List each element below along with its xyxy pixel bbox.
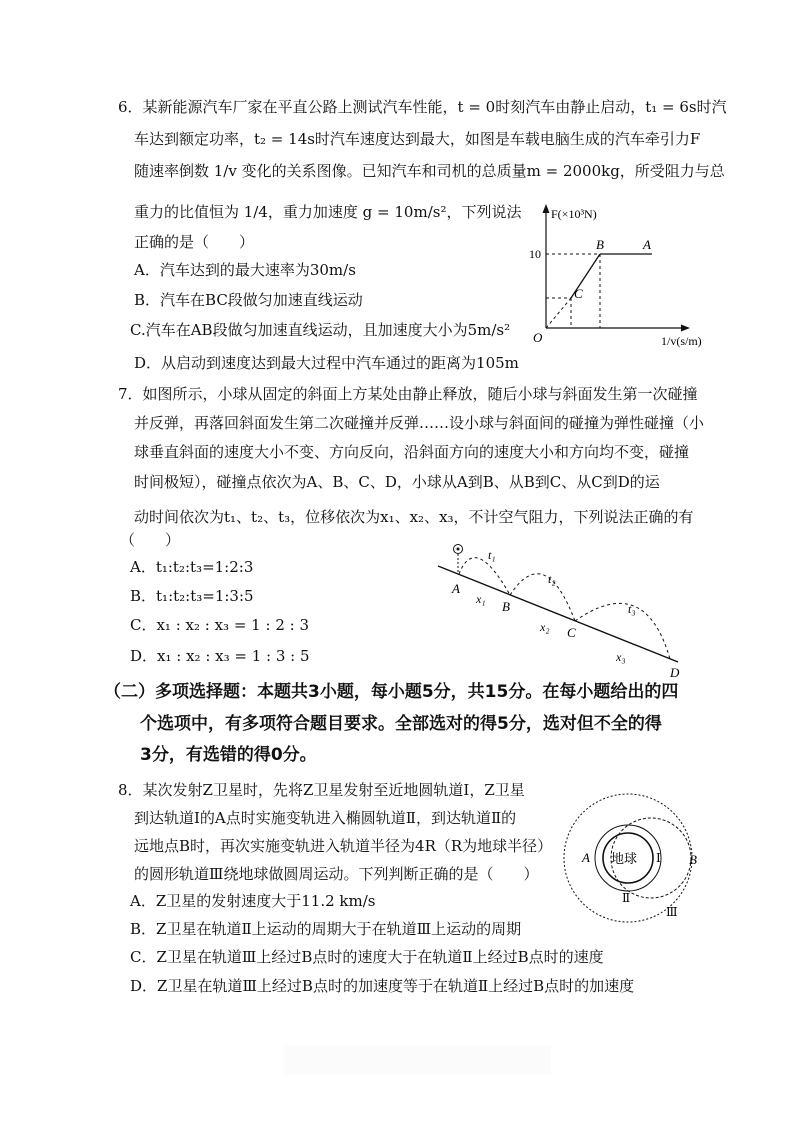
q6-option-b: B．汽车在BC段做匀加速直线运动: [134, 291, 363, 309]
label-a: A: [452, 581, 460, 596]
q8-option-d: D．Z卫星在轨道Ⅲ上经过B点时的加速度等于在轨道Ⅱ上经过B点时的加速度: [130, 977, 635, 995]
x-axis-label: 1/v(s/m): [661, 334, 702, 348]
q7-incline-figure: [430, 537, 700, 683]
q8-line-2: 到达轨道Ⅰ的A点时实施变轨进入椭圆轨道Ⅱ，到达轨道Ⅱ的: [134, 809, 517, 827]
trajectory-1: [459, 558, 510, 595]
point-b: B: [596, 237, 604, 252]
label-x1: x₁: [476, 592, 486, 606]
trajectory-2: [510, 574, 575, 621]
q7-line-5: 动时间依次为t₁、t₂、t₃，位移依次为x₁、x₂、x₃，不计空气阻力，下列说法正确的有: [134, 508, 694, 526]
label-b: B: [502, 599, 510, 614]
q8-line-1: 8．某次发射Z卫星时，先将Z卫星发射至近地圆轨道Ⅰ，Z卫星: [118, 781, 525, 799]
incline: [438, 566, 678, 662]
q7-line-1: 7．如图所示，小球从固定的斜面上方某处由静止释放，随后小球与斜面发生第一次碰撞: [118, 385, 698, 403]
point-a: A: [643, 237, 651, 252]
q7-line-6: （ ）: [120, 531, 181, 549]
q6-line-4: 重力的比值恒为 1/4，重力加速度 g = 10m/s²，下列说法: [134, 203, 522, 221]
label-t2: t₂: [548, 572, 556, 586]
q8-orbit-figure: [558, 790, 708, 930]
label-t1: t₁: [488, 548, 496, 562]
q6-option-d: D．从启动到速度达到最大过程中汽车通过的距离为105m: [134, 354, 519, 372]
y-axis-label: F(×10³N): [551, 207, 597, 221]
q6-force-graph: [525, 200, 705, 350]
q8-line-3: 远地点B时，再次实施变轨进入轨道半径为4R（R为地球半径）: [134, 837, 553, 855]
q6-line-2: 车达到额定功率，t₂ = 14s时汽车速度达到最大，如图是车载电脑生成的汽车牵引力F: [134, 130, 701, 148]
orbit-2-label: Ⅱ: [622, 891, 631, 905]
y-axis-arrow: [543, 204, 550, 213]
point-c: C: [574, 286, 583, 301]
orbit-3-label: Ⅲ: [666, 905, 678, 919]
q6-option-a: A．汽车达到的最大速率为30m/s: [134, 261, 356, 279]
orbit-1-label: Ⅰ: [656, 851, 661, 865]
x-axis-arrow: [681, 325, 690, 332]
label-d: D: [670, 665, 680, 680]
q8-option-a: A．Z卫星的发射速度大于11.2 km/s: [130, 892, 376, 910]
q8-line-4: 的圆形轨道Ⅲ绕地球做圆周运动。下列判断正确的是（ ）: [134, 865, 539, 883]
origin-label: O: [533, 330, 543, 345]
section2-line-2: 个选项中，有多项符合题目要求。全部选对的得5分，选对但不全的得: [140, 714, 662, 734]
section2-line-3: 3分，有选错的得0分。: [140, 745, 317, 765]
q7-line-3: 球垂直斜面的速度大小不变、方向反向，沿斜面方向的速度大小和方向均不变，碰撞: [134, 443, 690, 461]
q6-line-5: 正确的是（ ）: [134, 233, 255, 251]
segment-oc-dashed: [546, 298, 571, 328]
q7-line-2: 并反弹，再落回斜面发生第二次碰撞并反弹……设小球与斜面间的碰撞为弹性碰撞（小: [134, 414, 705, 432]
q7-option-d: D．x₁ : x₂ : x₃ = 1 : 3 : 5: [130, 647, 310, 665]
section2-line-1: （二）多项选择题：本题共3小题，每小题5分，共15分。在每小题给出的四: [104, 682, 679, 702]
label-c: C: [567, 625, 576, 640]
label-x3: x₃: [616, 650, 626, 664]
footer-smudge: [283, 1045, 551, 1075]
q6-line-3: 随速率倒数 1/v 变化的关系图像。已知汽车和司机的总质量m = 2000kg，所受阻力与总: [134, 162, 725, 180]
point-b: B: [689, 852, 697, 867]
q7-option-b: B．t₁:t₂:t₃=1:3:5: [130, 587, 254, 605]
q6-line-1: 6．某新能源汽车厂家在平直公路上测试汽车性能，t = 0时刻汽车由静止启动，t₁ = 6s时汽: [118, 98, 727, 116]
q8-option-c: C．Z卫星在轨道Ⅲ上经过B点时的速度大于在轨道Ⅱ上经过B点时的速度: [130, 948, 604, 966]
point-a: A: [582, 850, 590, 865]
label-x2: x₂: [540, 620, 550, 634]
q7-option-c: C．x₁ : x₂ : x₃ = 1 : 2 : 3: [130, 616, 309, 634]
q6-option-c: C.汽车在AB段做匀加速直线运动，且加速度大小为5m/s²: [130, 321, 511, 339]
q7-line-4: 时间极短），碰撞点依次为A、B、C、D，小球从A到B、从B到C、从C到D的运: [134, 473, 660, 491]
earth-label: 地球: [611, 851, 638, 866]
q7-option-a: A．t₁:t₂:t₃=1:2:3: [130, 558, 254, 576]
label-t3: t₃: [628, 602, 636, 616]
q8-option-b: B．Z卫星在轨道Ⅱ上运动的周期大于在轨道Ⅲ上运动的周期: [130, 920, 522, 938]
tick-10: 10: [529, 247, 541, 261]
